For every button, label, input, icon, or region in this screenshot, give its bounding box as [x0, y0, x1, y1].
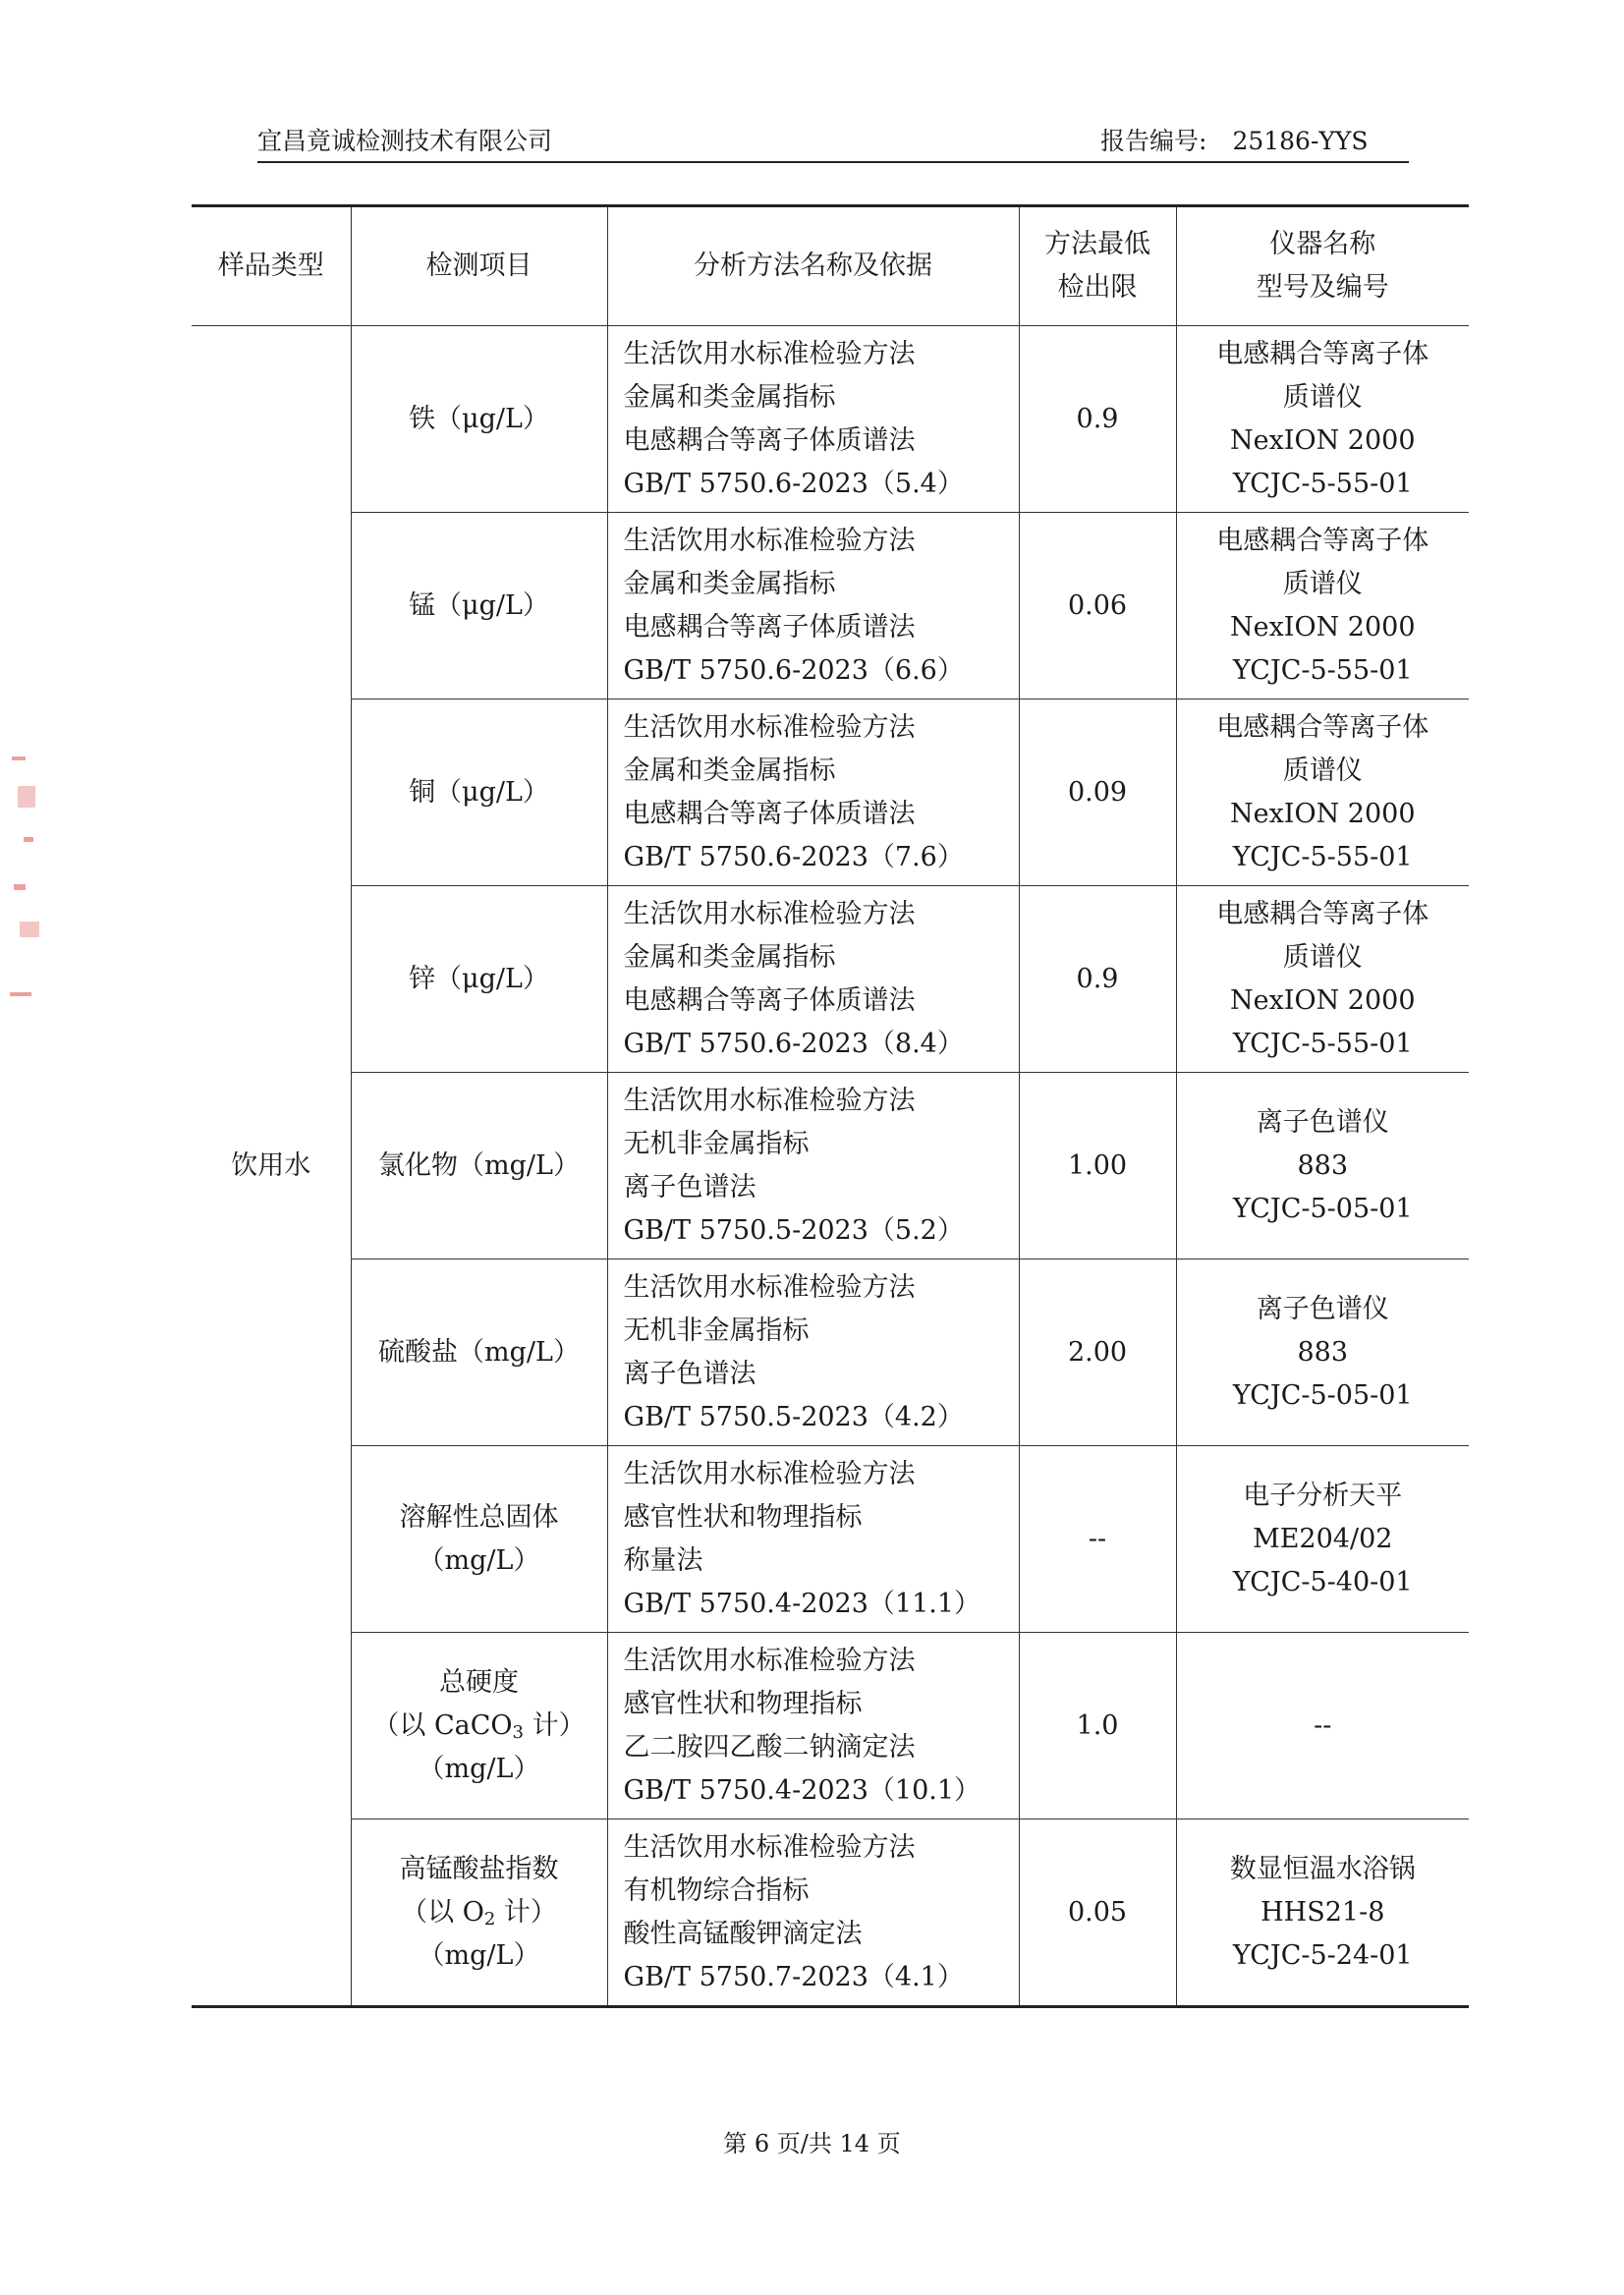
method-line: GB/T 5750.6-2023（8.4） — [623, 1028, 964, 1059]
method-line: 电感耦合等离子体质谱法 — [623, 984, 916, 1016]
method-line: 离子色谱法 — [623, 1171, 756, 1203]
item-line: （mg/L） — [418, 1939, 540, 1971]
item-text: （以 CaCO — [372, 1709, 513, 1741]
table-row — [192, 1446, 1469, 1633]
method-line: 电感耦合等离子体质谱法 — [623, 424, 916, 456]
limit-cell: 0.9 — [1019, 886, 1176, 1073]
report-number — [1100, 122, 1369, 157]
instrument-line: 883 — [1297, 1336, 1349, 1368]
limit-cell: 1.00 — [1019, 1073, 1176, 1259]
instrument-line: 质谱仪 — [1282, 381, 1363, 413]
item-line: 铁（μg/L） — [409, 403, 549, 434]
method-line: 金属和类金属指标 — [623, 381, 836, 413]
limit-cell: 0.06 — [1019, 513, 1176, 700]
method-cell — [607, 1259, 1019, 1446]
test-method-table — [192, 204, 1469, 2008]
method-line: 生活饮用水标准检验方法 — [623, 1458, 916, 1489]
method-line: 生活饮用水标准检验方法 — [623, 1831, 916, 1863]
item-line — [352, 1891, 607, 1934]
limit-cell: -- — [1019, 1446, 1176, 1633]
instrument-cell — [1176, 1819, 1469, 2007]
item-cell — [351, 1633, 607, 1819]
table-row — [192, 1633, 1469, 1819]
method-line: 酸性高锰酸钾滴定法 — [623, 1918, 863, 1949]
method-line: 金属和类金属指标 — [623, 755, 836, 786]
table-row — [192, 1819, 1469, 2007]
method-line: 电感耦合等离子体质谱法 — [623, 798, 916, 829]
item-cell — [351, 1819, 607, 2007]
method-line: 生活饮用水标准检验方法 — [623, 525, 916, 556]
item-line: 硫酸盐（mg/L） — [378, 1336, 580, 1368]
header-limit-line: 方法最低 — [1044, 229, 1150, 259]
instrument-line: ME204/02 — [1253, 1523, 1393, 1554]
instrument-line: 质谱仪 — [1282, 941, 1363, 973]
instrument-cell — [1176, 1259, 1469, 1446]
header-method: 分析方法名称及依据 — [607, 206, 1019, 326]
item-line: 总硬度 — [439, 1666, 519, 1698]
instrument-line: YCJC-5-05-01 — [1232, 1193, 1413, 1224]
table-row — [192, 886, 1469, 1073]
instrument-line: 离子色谱仪 — [1256, 1106, 1389, 1138]
item-line: 锰（μg/L） — [409, 589, 549, 621]
method-cell — [607, 1073, 1019, 1259]
page-footer: 第 6 页/共 14 页 — [723, 2130, 901, 2157]
table-row — [192, 513, 1469, 700]
method-cell — [607, 1633, 1019, 1819]
header-instrument — [1176, 206, 1469, 326]
sample-type-cell: 饮用水 — [192, 326, 351, 2007]
method-line: 生活饮用水标准检验方法 — [623, 1085, 916, 1116]
instrument-line: 质谱仪 — [1282, 568, 1363, 599]
limit-cell: 1.0 — [1019, 1633, 1176, 1819]
method-line: 金属和类金属指标 — [623, 568, 836, 599]
method-line: GB/T 5750.5-2023（4.2） — [623, 1401, 964, 1432]
method-cell — [607, 326, 1019, 513]
instrument-line: YCJC-5-05-01 — [1232, 1379, 1413, 1411]
instrument-cell — [1176, 886, 1469, 1073]
instrument-line: YCJC-5-40-01 — [1232, 1566, 1413, 1597]
item-text: 计） — [524, 1709, 586, 1741]
instrument-line: HHS21-8 — [1260, 1896, 1385, 1928]
method-line: 感官性状和物理指标 — [623, 1501, 863, 1533]
method-line: 感官性状和物理指标 — [623, 1688, 863, 1719]
header-instrument-line: 仪器名称 — [1269, 229, 1376, 259]
limit-cell: 0.05 — [1019, 1819, 1176, 2007]
instrument-line: 质谱仪 — [1282, 755, 1363, 786]
item-cell — [351, 513, 607, 700]
header-limit-line: 检出限 — [1057, 272, 1138, 303]
page-header — [257, 116, 1409, 163]
instrument-line: 离子色谱仪 — [1256, 1293, 1389, 1324]
item-line: （mg/L） — [418, 1544, 540, 1576]
table-row — [192, 700, 1469, 886]
table-header-row — [192, 206, 1469, 326]
report-number-value: 25186-YYS — [1232, 127, 1369, 155]
item-line: 溶解性总固体 — [399, 1501, 559, 1533]
item-cell — [351, 1259, 607, 1446]
instrument-line: NexION 2000 — [1229, 424, 1416, 456]
method-line: GB/T 5750.7-2023（4.1） — [623, 1961, 964, 1992]
method-line: 无机非金属指标 — [623, 1128, 810, 1159]
table-row — [192, 326, 1469, 513]
method-cell — [607, 1819, 1019, 2007]
method-cell — [607, 513, 1019, 700]
method-line: 生活饮用水标准检验方法 — [623, 338, 916, 369]
item-subscript: 3 — [512, 1721, 524, 1743]
instrument-cell — [1176, 1633, 1469, 1819]
limit-cell: 2.00 — [1019, 1259, 1176, 1446]
method-line: GB/T 5750.6-2023（7.6） — [623, 841, 964, 872]
instrument-line: YCJC-5-55-01 — [1232, 1028, 1413, 1059]
item-line: 锌（μg/L） — [409, 963, 549, 994]
method-line: GB/T 5750.5-2023（5.2） — [623, 1214, 964, 1246]
method-line: GB/T 5750.4-2023（11.1） — [623, 1588, 981, 1619]
item-cell — [351, 886, 607, 1073]
item-line: 高锰酸盐指数 — [399, 1853, 559, 1884]
instrument-line: 电感耦合等离子体 — [1216, 711, 1429, 743]
method-line: 生活饮用水标准检验方法 — [623, 898, 916, 929]
method-line: 乙二胺四乙酸二钠滴定法 — [623, 1731, 916, 1763]
method-line: 称量法 — [623, 1544, 703, 1576]
method-line: GB/T 5750.6-2023（5.4） — [623, 468, 964, 499]
instrument-line: 电感耦合等离子体 — [1216, 898, 1429, 929]
company-name: 宜昌竟诚检测技术有限公司 — [257, 127, 553, 155]
item-cell — [351, 700, 607, 886]
instrument-line: YCJC-5-24-01 — [1232, 1939, 1413, 1971]
table-row — [192, 1073, 1469, 1259]
method-line: 生活饮用水标准检验方法 — [623, 711, 916, 743]
method-line: 生活饮用水标准检验方法 — [623, 1645, 916, 1676]
method-cell — [607, 886, 1019, 1073]
instrument-line: 883 — [1297, 1149, 1349, 1181]
method-cell — [607, 700, 1019, 886]
method-line: 离子色谱法 — [623, 1358, 756, 1389]
item-cell — [351, 1446, 607, 1633]
instrument-line: YCJC-5-55-01 — [1232, 841, 1413, 872]
item-text: （以 O — [401, 1896, 484, 1928]
header-item: 检测项目 — [351, 206, 607, 326]
instrument-line: 数显恒温水浴锅 — [1229, 1853, 1416, 1884]
header-limit — [1019, 206, 1176, 326]
method-line: 有机物综合指标 — [623, 1875, 810, 1906]
item-cell — [351, 1073, 607, 1259]
item-line — [352, 1705, 607, 1748]
item-line: （mg/L） — [418, 1753, 540, 1784]
item-subscript: 2 — [483, 1908, 496, 1930]
instrument-cell — [1176, 700, 1469, 886]
method-line: 无机非金属指标 — [623, 1315, 810, 1346]
item-line: 氯化物（mg/L） — [378, 1149, 580, 1181]
instrument-line: NexION 2000 — [1229, 984, 1416, 1016]
limit-cell: 0.09 — [1019, 700, 1176, 886]
method-line: 电感耦合等离子体质谱法 — [623, 611, 916, 643]
table-row — [192, 1259, 1469, 1446]
method-line: GB/T 5750.6-2023（6.6） — [623, 654, 964, 686]
instrument-line: 电感耦合等离子体 — [1216, 338, 1429, 369]
report-number-label: 报告编号: — [1100, 127, 1207, 155]
instrument-line: NexION 2000 — [1229, 798, 1416, 829]
instrument-line: 电感耦合等离子体 — [1216, 525, 1429, 556]
instrument-line: NexION 2000 — [1229, 611, 1416, 643]
item-line: 铜（μg/L） — [409, 776, 549, 808]
instrument-cell — [1176, 326, 1469, 513]
method-line: GB/T 5750.4-2023（10.1） — [623, 1774, 981, 1806]
header-instrument-line: 型号及编号 — [1256, 272, 1389, 303]
instrument-line: -- — [1314, 1709, 1332, 1741]
method-line: 生活饮用水标准检验方法 — [623, 1271, 916, 1303]
instrument-line: 电子分析天平 — [1243, 1480, 1403, 1511]
item-cell — [351, 326, 607, 513]
seam-stamp-mark — [4, 747, 43, 1051]
instrument-line: YCJC-5-55-01 — [1232, 468, 1413, 499]
method-cell — [607, 1446, 1019, 1633]
instrument-cell — [1176, 1073, 1469, 1259]
instrument-cell — [1176, 1446, 1469, 1633]
method-line: 金属和类金属指标 — [623, 941, 836, 973]
instrument-line: YCJC-5-55-01 — [1232, 654, 1413, 686]
item-text: 计） — [495, 1896, 557, 1928]
instrument-cell — [1176, 513, 1469, 700]
header-sample-type: 样品类型 — [192, 206, 351, 326]
limit-cell: 0.9 — [1019, 326, 1176, 513]
